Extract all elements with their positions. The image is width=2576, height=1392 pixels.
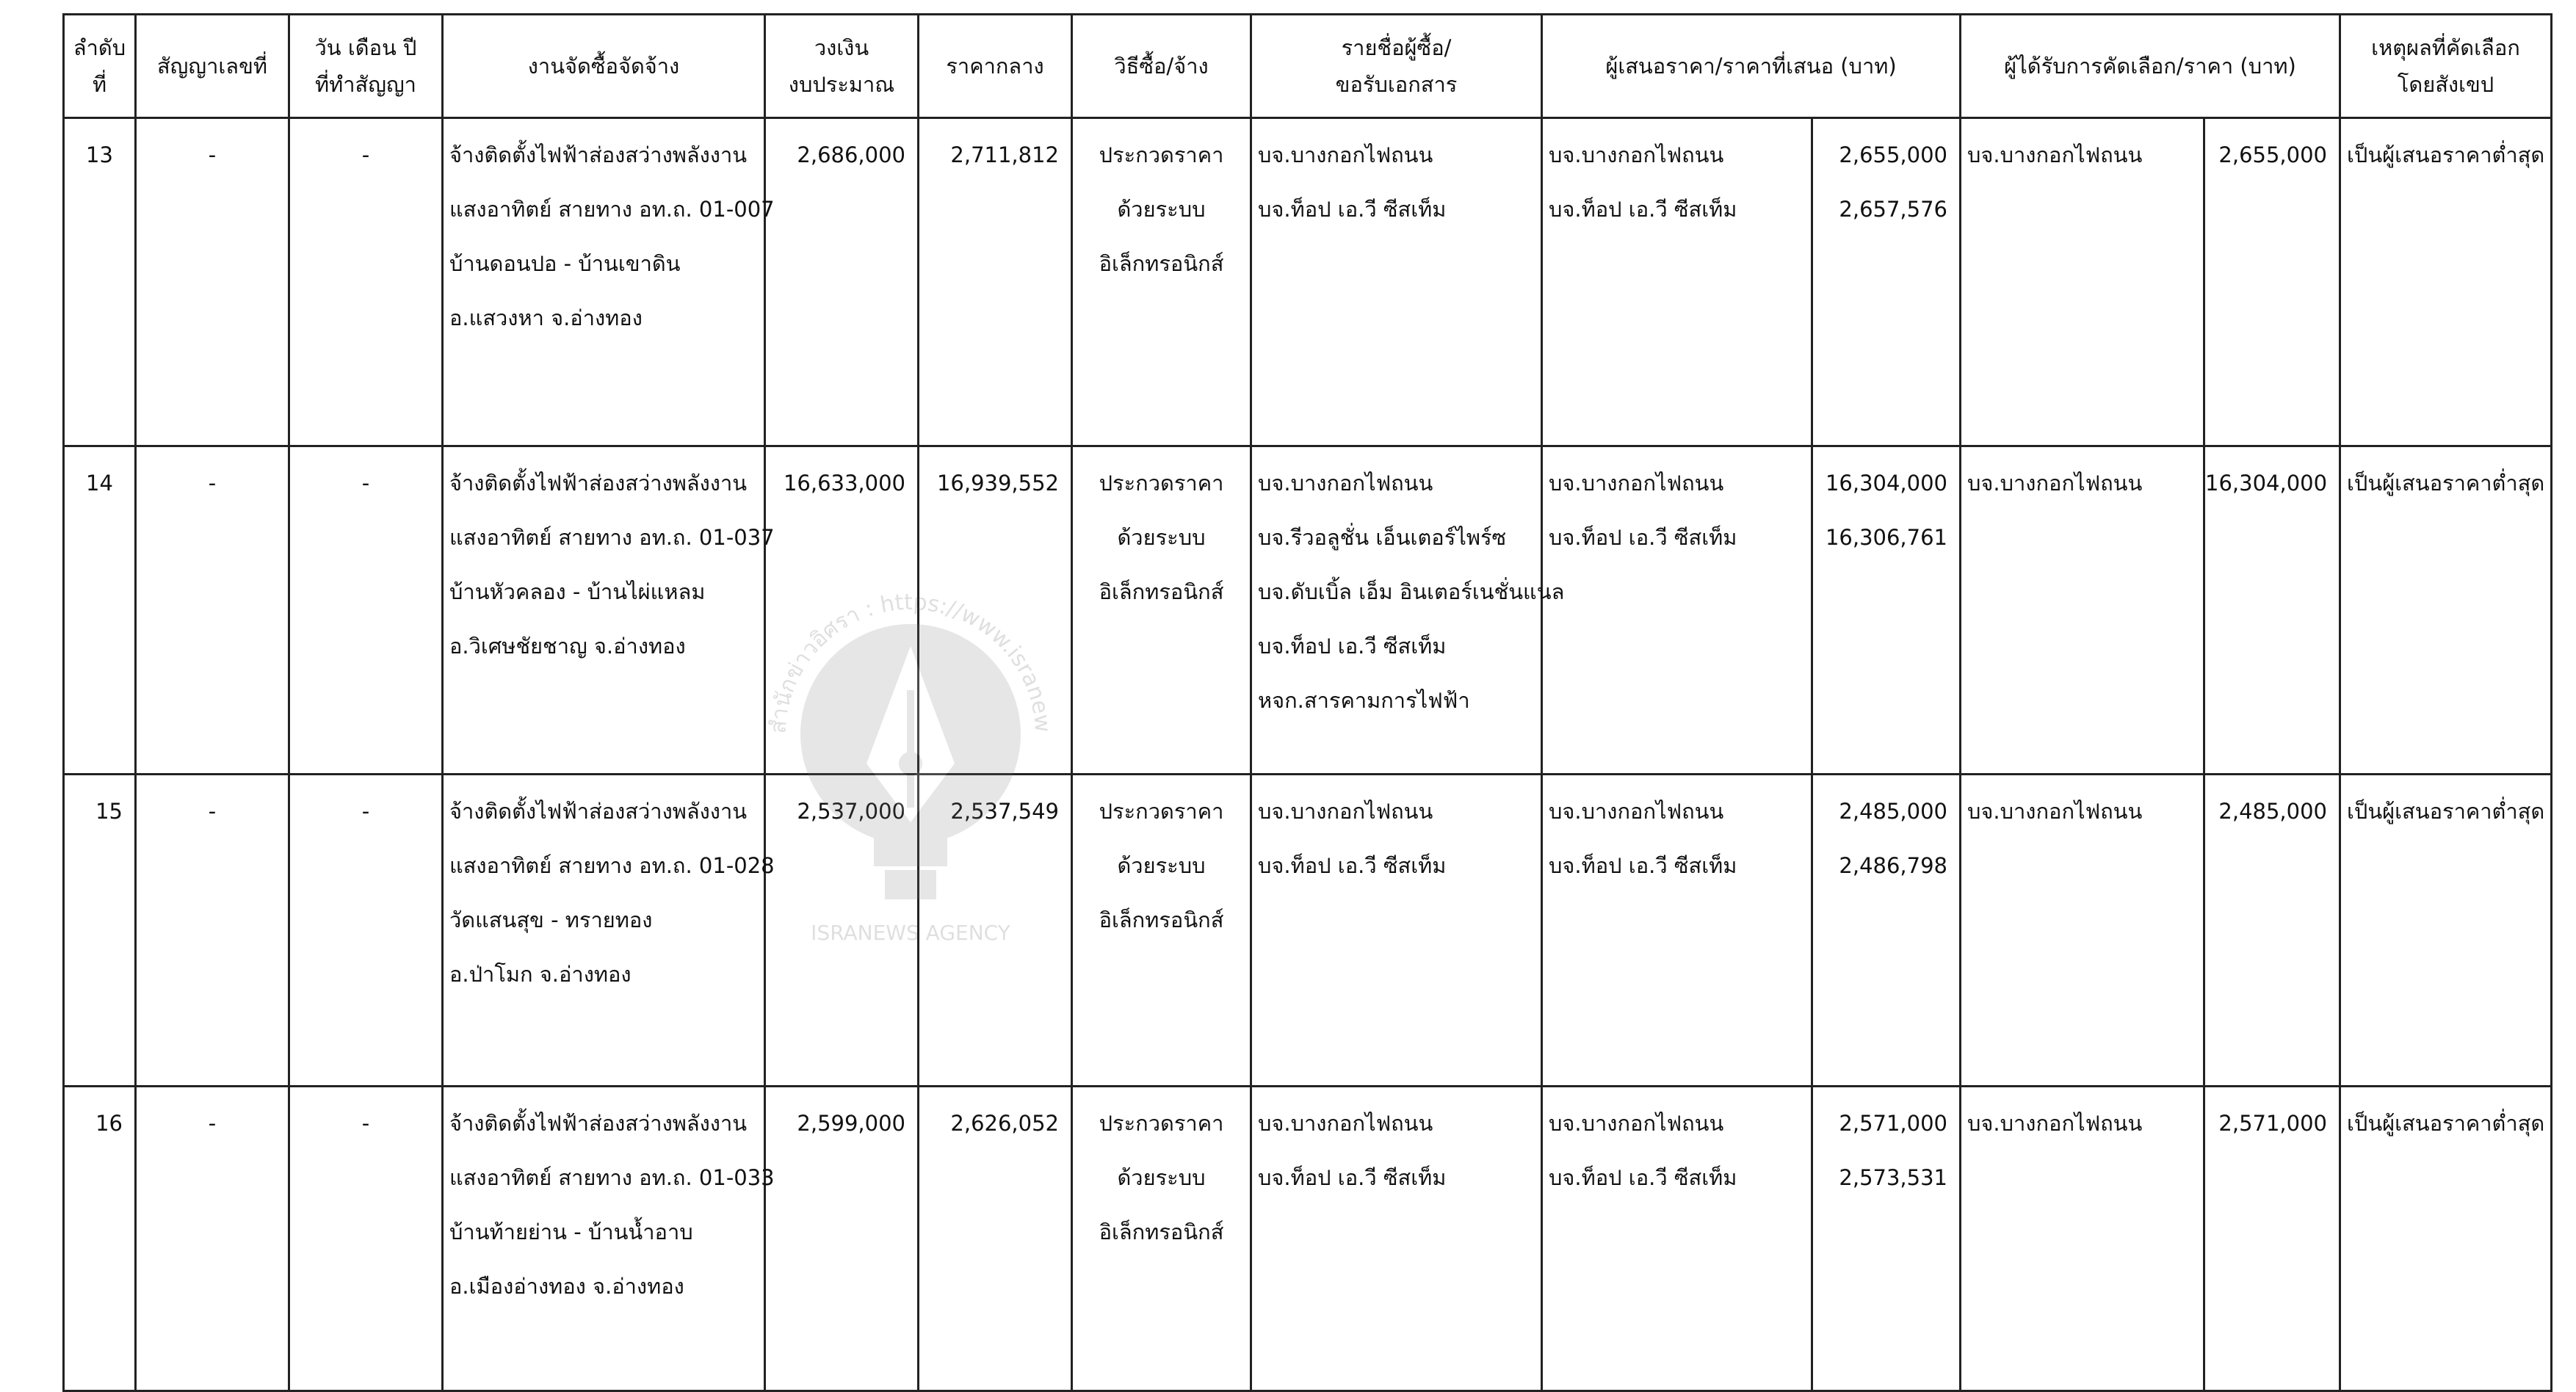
buyer-list bbox=[1251, 1087, 1542, 1391]
winner-name: บจ.บางกอกไฟถนน bbox=[1961, 775, 2204, 1087]
contract-date: - bbox=[289, 446, 443, 775]
cell-line: บจ.ท็อป เอ.วี ซีสเท็ม bbox=[1549, 1165, 1737, 1190]
cell-line: 2,657,576 bbox=[1839, 197, 1947, 222]
cell-line: แสงอาทิตย์ สายทาง อท.ถ. 01-037 bbox=[449, 525, 775, 550]
bidder-prices bbox=[1812, 446, 1961, 775]
selection-reason: เป็นผู้เสนอราคาต่ำสุด bbox=[2340, 118, 2552, 446]
selection-reason: เป็นผู้เสนอราคาต่ำสุด bbox=[2340, 775, 2552, 1087]
selection-reason: เป็นผู้เสนอราคาต่ำสุด bbox=[2340, 446, 2552, 775]
cell-line: ที่ทำสัญญา bbox=[315, 72, 416, 97]
contract-no: - bbox=[136, 1087, 289, 1391]
contract-no: - bbox=[136, 446, 289, 775]
work-description bbox=[443, 446, 775, 775]
cell-line: บจ.บางกอกไฟถนน bbox=[1549, 799, 1724, 824]
cell-line: บจ.บางกอกไฟถนน bbox=[1549, 1111, 1724, 1136]
cell-line: แสงอาทิตย์ สายทาง อท.ถ. 01-028 bbox=[449, 853, 775, 878]
cell-line: ประกวดราคา bbox=[1099, 1111, 1224, 1136]
winner-price: 2,571,000 bbox=[2204, 1087, 2340, 1391]
median-price: 16,939,552 bbox=[919, 446, 1072, 775]
cell-line: บ้านท้ายย่าน - บ้านน้ำอาบ bbox=[449, 1219, 693, 1244]
cell-line: โดยสังเขป bbox=[2397, 72, 2494, 97]
cell-line: บจ.ท็อป เอ.วี ซีสเท็ม bbox=[1258, 634, 1447, 659]
cell-line: บจ.บางกอกไฟถนน bbox=[1549, 142, 1724, 167]
cell-line: บ้านดอนปอ - บ้านเขาดิน bbox=[449, 251, 681, 276]
budget-amount: 2,599,000 bbox=[765, 1087, 919, 1391]
cell-line: งบประมาณ bbox=[788, 72, 895, 97]
cell-line: 2,571,000 bbox=[1839, 1111, 1947, 1136]
cell-line: บจ.ท็อป เอ.วี ซีสเท็ม bbox=[1258, 853, 1447, 878]
watermark-agency-text: ISRANEWS AGENCY bbox=[811, 921, 1010, 945]
cell-line: เหตุผลที่คัดเลือก bbox=[2371, 35, 2520, 60]
cell-line: ด้วยระบบ bbox=[1117, 1165, 1206, 1190]
cell-line: บจ.บางกอกไฟถนน bbox=[1258, 142, 1433, 167]
cell-line: งานจัดซื้อจัดจ้าง bbox=[527, 54, 680, 79]
budget-amount: 2,686,000 bbox=[765, 118, 919, 446]
median-price: 2,537,549 bbox=[919, 775, 1072, 1087]
cell-line: บจ.ท็อป เอ.วี ซีสเท็ม bbox=[1549, 525, 1737, 550]
header-no bbox=[64, 15, 136, 118]
cell-line: ผู้ได้รับการคัดเลือก/ราคา (บาท) bbox=[2004, 54, 2296, 79]
contract-date: - bbox=[289, 118, 443, 446]
work-description bbox=[443, 1087, 775, 1391]
budget-amount: 16,633,000 bbox=[765, 446, 919, 775]
winner-price: 2,485,000 bbox=[2204, 775, 2340, 1087]
cell-line: ด้วยระบบ bbox=[1117, 853, 1206, 878]
cell-line: อิเล็กทรอนิกส์ bbox=[1099, 907, 1224, 932]
bidder-names bbox=[1542, 1087, 1812, 1391]
procurement-method bbox=[1072, 118, 1251, 446]
row-no: 16 bbox=[64, 1087, 136, 1391]
procurement-method bbox=[1072, 446, 1251, 775]
procurement-table-sheet bbox=[62, 13, 2550, 1392]
median-price: 2,626,052 bbox=[919, 1087, 1072, 1391]
header-median-price bbox=[919, 15, 1072, 118]
row-no: 14 bbox=[64, 446, 136, 775]
contract-no: - bbox=[136, 118, 289, 446]
cell-line: บจ.บางกอกไฟถนน bbox=[1549, 471, 1724, 496]
cell-line: บจ.บางกอกไฟถนน bbox=[1258, 799, 1433, 824]
cell-line: อ.ป่าโมก จ.อ่างทอง bbox=[449, 962, 632, 987]
cell-line: วงเงิน bbox=[814, 35, 869, 60]
cell-line: หจก.สารคามการไฟฟ้า bbox=[1258, 688, 1470, 713]
cell-line: อิเล็กทรอนิกส์ bbox=[1099, 1219, 1224, 1244]
watermark-arc-text: สำนักข่าวอิศรา : https://www.isranew bbox=[765, 589, 1056, 735]
cell-line: ประกวดราคา bbox=[1099, 799, 1224, 824]
cell-line: 2,655,000 bbox=[1839, 142, 1947, 167]
cell-line: รายชื่อผู้ซื้อ/ bbox=[1341, 35, 1452, 60]
winner-name: บจ.บางกอกไฟถนน bbox=[1961, 118, 2204, 446]
cell-line: บจ.รีวอลูชั่น เอ็นเตอร์ไพร์ซ bbox=[1258, 525, 1507, 550]
row-no: 15 bbox=[64, 775, 136, 1087]
budget-amount: 2,537,000 bbox=[765, 775, 919, 1087]
bidder-names bbox=[1542, 118, 1812, 446]
procurement-method bbox=[1072, 775, 1251, 1087]
header-work bbox=[443, 15, 765, 118]
cell-line: บจ.ท็อป เอ.วี ซีสเท็ม bbox=[1549, 853, 1737, 878]
cell-line: บจ.ท็อป เอ.วี ซีสเท็ม bbox=[1258, 197, 1447, 222]
cell-line: 16,304,000 bbox=[1825, 471, 1947, 496]
cell-line: วัน เดือน ปี bbox=[314, 35, 417, 60]
cell-line: บจ.ดับเบิ้ล เอ็ม อินเตอร์เนชั่นแนล bbox=[1258, 579, 1565, 604]
table-row bbox=[64, 775, 2552, 1087]
buyer-list bbox=[1251, 446, 1565, 775]
table-row bbox=[64, 118, 2552, 446]
winner-price: 16,304,000 bbox=[2204, 446, 2340, 775]
buyer-list bbox=[1251, 775, 1542, 1087]
cell-line: อิเล็กทรอนิกส์ bbox=[1099, 579, 1224, 604]
work-description bbox=[443, 775, 775, 1087]
bidder-prices bbox=[1812, 1087, 1961, 1391]
cell-line: ประกวดราคา bbox=[1099, 142, 1224, 167]
cell-line: 2,485,000 bbox=[1839, 799, 1947, 824]
selection-reason: เป็นผู้เสนอราคาต่ำสุด bbox=[2340, 1087, 2552, 1391]
cell-line: จ้างติดตั้งไฟฟ้าส่องสว่างพลังงาน bbox=[449, 142, 748, 167]
header-contract-no bbox=[136, 15, 289, 118]
cell-line: ที่ bbox=[92, 72, 107, 97]
header-winner bbox=[1961, 15, 2340, 118]
header-bidders bbox=[1542, 15, 1961, 118]
cell-line: อ.วิเศษชัยชาญ จ.อ่างทอง bbox=[449, 634, 686, 659]
cell-line: บจ.ท็อป เอ.วี ซีสเท็ม bbox=[1549, 197, 1737, 222]
contract-no: - bbox=[136, 775, 289, 1087]
winner-price: 2,655,000 bbox=[2204, 118, 2340, 446]
cell-line: บ้านหัวคลอง - บ้านไผ่แหลม bbox=[449, 579, 706, 604]
cell-line: ประกวดราคา bbox=[1099, 471, 1224, 496]
header-row bbox=[64, 15, 2552, 118]
header-contract-date bbox=[289, 15, 443, 118]
bidder-prices bbox=[1812, 118, 1961, 446]
cell-line: ผู้เสนอราคา/ราคาที่เสนอ (บาท) bbox=[1605, 54, 1897, 79]
row-no: 13 bbox=[64, 118, 136, 446]
median-price: 2,711,812 bbox=[919, 118, 1072, 446]
procurement-method bbox=[1072, 1087, 1251, 1391]
cell-line: ขอรับเอกสาร bbox=[1335, 72, 1458, 97]
header-budget bbox=[765, 15, 919, 118]
cell-line: ด้วยระบบ bbox=[1117, 525, 1206, 550]
cell-line: แสงอาทิตย์ สายทาง อท.ถ. 01-033 bbox=[449, 1165, 775, 1190]
cell-line: อ.แสวงหา จ.อ่างทอง bbox=[449, 305, 643, 330]
bidder-prices bbox=[1812, 775, 1961, 1087]
winner-name: บจ.บางกอกไฟถนน bbox=[1961, 446, 2204, 775]
cell-line: สัญญาเลขที่ bbox=[156, 54, 268, 79]
cell-line: ด้วยระบบ bbox=[1117, 197, 1206, 222]
table-row bbox=[64, 1087, 2552, 1391]
cell-line: วัดแสนสุข - ทรายทอง bbox=[449, 907, 653, 932]
cell-line: วิธีซื้อ/จ้าง bbox=[1114, 54, 1209, 79]
cell-line: 2,573,531 bbox=[1839, 1165, 1947, 1190]
cell-line: 16,306,761 bbox=[1825, 525, 1947, 550]
table-row bbox=[64, 446, 2552, 775]
header-method bbox=[1072, 15, 1251, 118]
cell-line: จ้างติดตั้งไฟฟ้าส่องสว่างพลังงาน bbox=[449, 471, 748, 496]
contract-date: - bbox=[289, 775, 443, 1087]
bidder-names bbox=[1542, 446, 1812, 775]
cell-line: ราคากลาง bbox=[946, 54, 1044, 79]
buyer-list bbox=[1251, 118, 1542, 446]
cell-line: 2,486,798 bbox=[1839, 853, 1947, 878]
cell-line: ลำดับ bbox=[73, 35, 126, 60]
cell-line: บจ.บางกอกไฟถนน bbox=[1258, 1111, 1433, 1136]
cell-line: บจ.บางกอกไฟถนน bbox=[1258, 471, 1433, 496]
cell-line: บจ.ท็อป เอ.วี ซีสเท็ม bbox=[1258, 1165, 1447, 1190]
cell-line: อ.เมืองอ่างทอง จ.อ่างทอง bbox=[449, 1274, 684, 1299]
procurement-table bbox=[62, 13, 2553, 1392]
cell-line: แสงอาทิตย์ สายทาง อท.ถ. 01-007 bbox=[449, 197, 775, 222]
work-description bbox=[443, 118, 775, 446]
header-buyers bbox=[1251, 15, 1542, 118]
cell-line: อิเล็กทรอนิกส์ bbox=[1099, 251, 1224, 276]
winner-name: บจ.บางกอกไฟถนน bbox=[1961, 1087, 2204, 1391]
cell-line: จ้างติดตั้งไฟฟ้าส่องสว่างพลังงาน bbox=[449, 799, 748, 824]
contract-date: - bbox=[289, 1087, 443, 1391]
header-reason bbox=[2340, 15, 2552, 118]
cell-line: จ้างติดตั้งไฟฟ้าส่องสว่างพลังงาน bbox=[449, 1111, 748, 1136]
bidder-names bbox=[1542, 775, 1812, 1087]
